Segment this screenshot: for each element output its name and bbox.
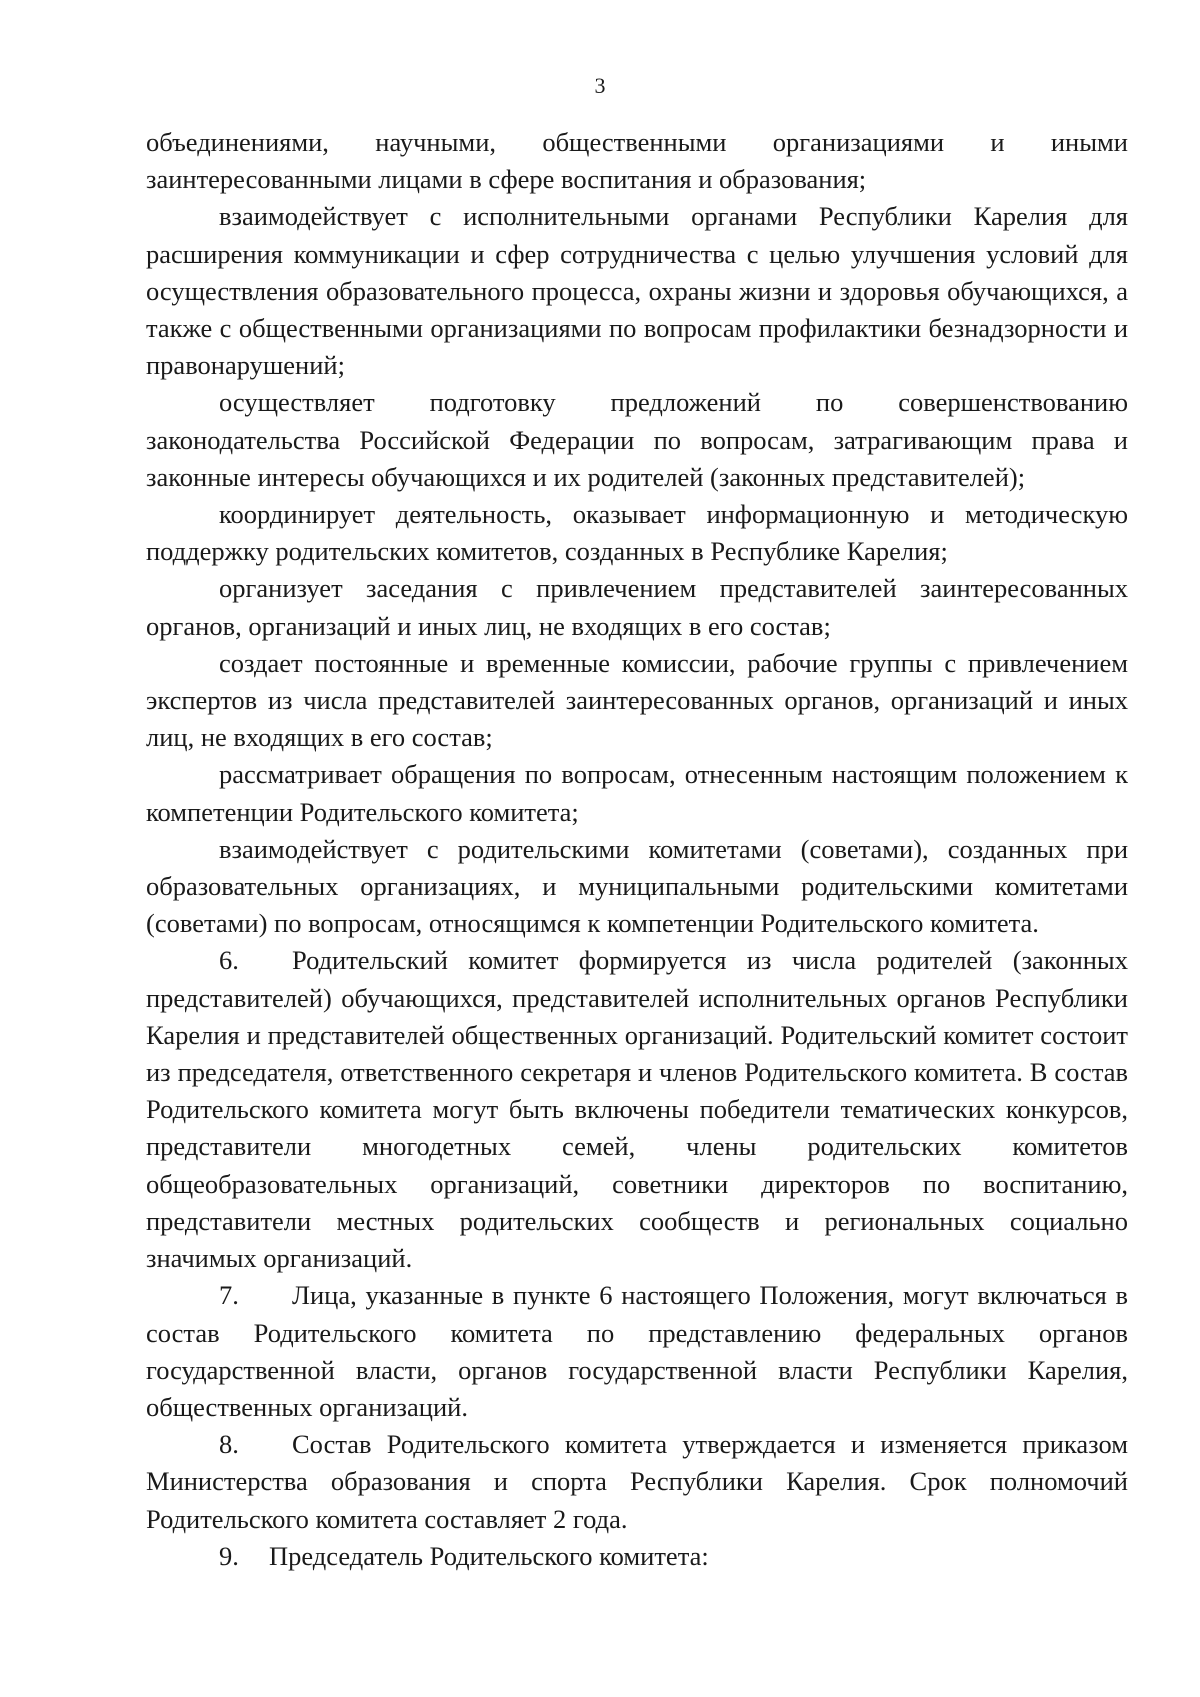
item-number: 9. [219, 1540, 239, 1571]
paragraph-interaction-executive-bodies: взаимодействует с исполнительными органами Республики Карелия для расширения коммуникации и сфер сотрудничества с целью улучшения условий для осуществления образовательного процесса, охраны жизни и здоровья обучающихся, а также с общественными организациями по вопросам профилактики безнадзорности и правонарушений; [146, 201, 1128, 381]
item-text: Родительский комитет формируется из числа родителей (законных представителей) обучающихся, представителей исполнительных органов Республики Карелия и представителей общественных организаций. Родительский комитет состоит из председателя, ответственного секретаря и членов Родительского комитета. В состав Родительского комитета могут быть включены победители тематических конкурсов, представители многодетных семей, члены родительских комитетов общеобразовательных организаций, советники директоров по воспитанию, представители местных родительских сообществ и региональных социально значимых организаций. [146, 945, 1128, 1274]
item-text: Состав Родительского комитета утверждается и изменяется приказом Министерства образования и спорта Республики Карелия. Срок полномочий Родительского комитета составляет 2 года. [146, 1429, 1128, 1534]
item-text: Председатель Родительского комитета: [269, 1540, 709, 1571]
paragraph-item-6 [146, 942, 1128, 1277]
paragraph-commissions: создает постоянные и временные комиссии, рабочие группы с привлечением экспертов из числа представителей заинтересованных органов, организаций и иных лиц, не входящих в его состав; [146, 647, 1128, 753]
paragraph-coordination: координирует деятельность, оказывает информационную и методическую поддержку родительских комитетов, созданных в Республике Карелия; [146, 499, 1128, 567]
page-number: 3 [594, 73, 606, 98]
document-body [146, 124, 1128, 1575]
paragraph-meetings: организует заседания с привлечением представителей заинтересованных органов, организаций и иных лиц, не входящих в его состав; [146, 573, 1128, 641]
item-number: 6. [219, 945, 239, 976]
paragraph-continuation: объединениями, научными, общественными организациями и иными заинтересованными лицами в сфере воспитания и образования; [146, 127, 1128, 195]
paragraph-item-9 [146, 1538, 1128, 1575]
item-number: 7. [219, 1280, 239, 1311]
paragraph-item-7 [146, 1277, 1128, 1426]
paragraph-parent-councils: взаимодействует с родительскими комитетами (советами), созданных при образовательных организациях, и муниципальными родительскими комитетами (советами) по вопросам, относящимся к компетенции Родительского комитета. [146, 833, 1128, 939]
paragraph-appeals: рассматривает обращения по вопросам, отнесенным настоящим положением к компетенции Родительского комитета; [146, 759, 1128, 827]
paragraph-legislation-proposals: осуществляет подготовку предложений по совершенствованию законодательства Российской Федерации по вопросам, затрагивающим права и законные интересы обучающихся и их родителей (законных представителей); [146, 387, 1128, 492]
paragraph-item-8 [146, 1426, 1128, 1538]
item-text: Лица, указанные в пункте 6 настоящего Положения, могут включаться в состав Родительского комитета по представлению федеральных органов государственной власти, органов государственной власти Республики Карелия, общественных организаций. [146, 1280, 1128, 1422]
item-number: 8. [219, 1429, 239, 1460]
